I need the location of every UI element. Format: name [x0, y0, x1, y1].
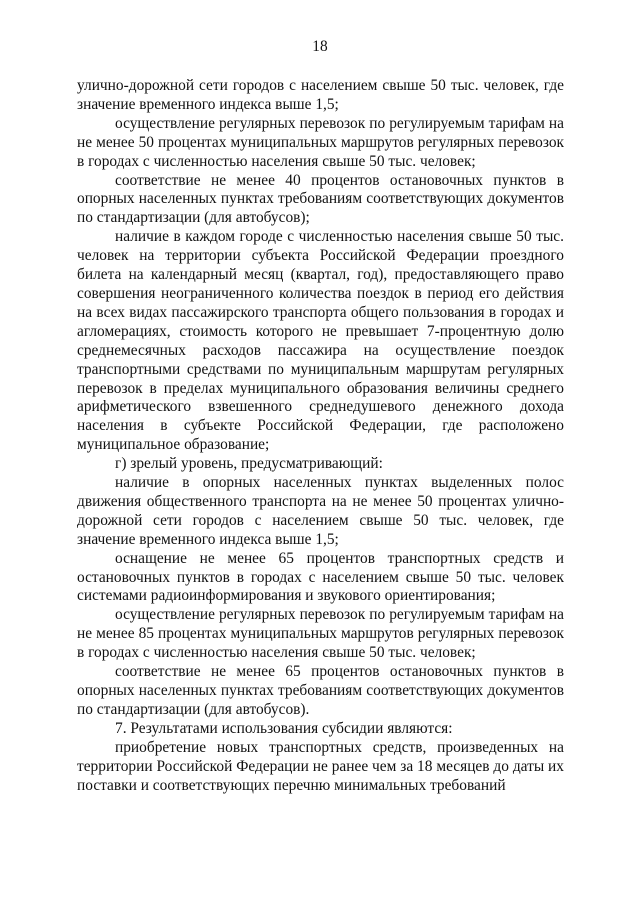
paragraph: наличие в опорных населенных пунктах выделенных полос движения общественного транспорта на не менее 50 процентах улично-дорожной сети городов с населением свыше 50 тыс. человек, где значение временного индекса выше 1,5;	[77, 474, 564, 548]
paragraph: соответствие не менее 40 процентов остановочных пунктов в опорных населенных пунктах требованиям соответствующих документов по стандартизации (для автобусов);	[77, 171, 564, 227]
paragraph: соответствие не менее 65 процентов остановочных пунктов в опорных населенных пунктах требованиям соответствующих документов по стандартизации (для автобусов).	[77, 663, 564, 718]
paragraph: осуществление регулярных перевозок по регулируемым тарифам на не менее 85 процентах муниципальных маршрутов регулярных перевозок в городах с численностью населения свыше 50 тыс. человек;	[77, 606, 564, 662]
paragraph: осуществление регулярных перевозок по регулируемым тарифам на не менее 50 процентах муниципальных маршрутов регулярных перевозок в городах с численностью населения свыше 50 тыс. человек;	[77, 114, 564, 170]
paragraph: оснащение не менее 65 процентов транспортных средств и остановочных пунктов в городах с населением свыше 50 тыс. человек системами радиоинформирования и звукового ориентирования;	[77, 549, 564, 605]
paragraph: наличие в каждом городе с численностью населения свыше 50 тыс. человек на территории субъекта Российской Федерации проездного билета на календарный месяц (квартал, год), предоставляющего право совершения неограниченного количества поездок в период его действия на всех видах пассажирского транспорта общего пользования в городах и агломерациях, стоимость которого не превышает 7-процентную долю среднемесячных расходов пассажира на осуществление поездок транспортными средствами по муниципальным маршрутам регулярных перевозок в пределах муниципального образования величины среднего арифметического взвешенного среднедушевого денежного дохода населения в субъекте Российской Федерации, где расположено муниципальное образование;	[77, 228, 564, 454]
paragraph-section: 7. Результатами использования субсидии являются:	[115, 719, 453, 737]
paragraph: приобретение новых транспортных средств, произведенных на территории Российской Федерации не ранее чем за 18 месяцев до даты их поставки и соответствующих перечню минимальных требований	[77, 738, 564, 794]
document-body	[77, 77, 564, 795]
page-number: 18	[312, 38, 328, 55]
paragraph: улично-дорожной сети городов с населением свыше 50 тыс. человек, где значение временного индекса выше 1,5;	[77, 77, 564, 113]
paragraph-heading: г) зрелый уровень, предусматривающий:	[115, 455, 383, 473]
